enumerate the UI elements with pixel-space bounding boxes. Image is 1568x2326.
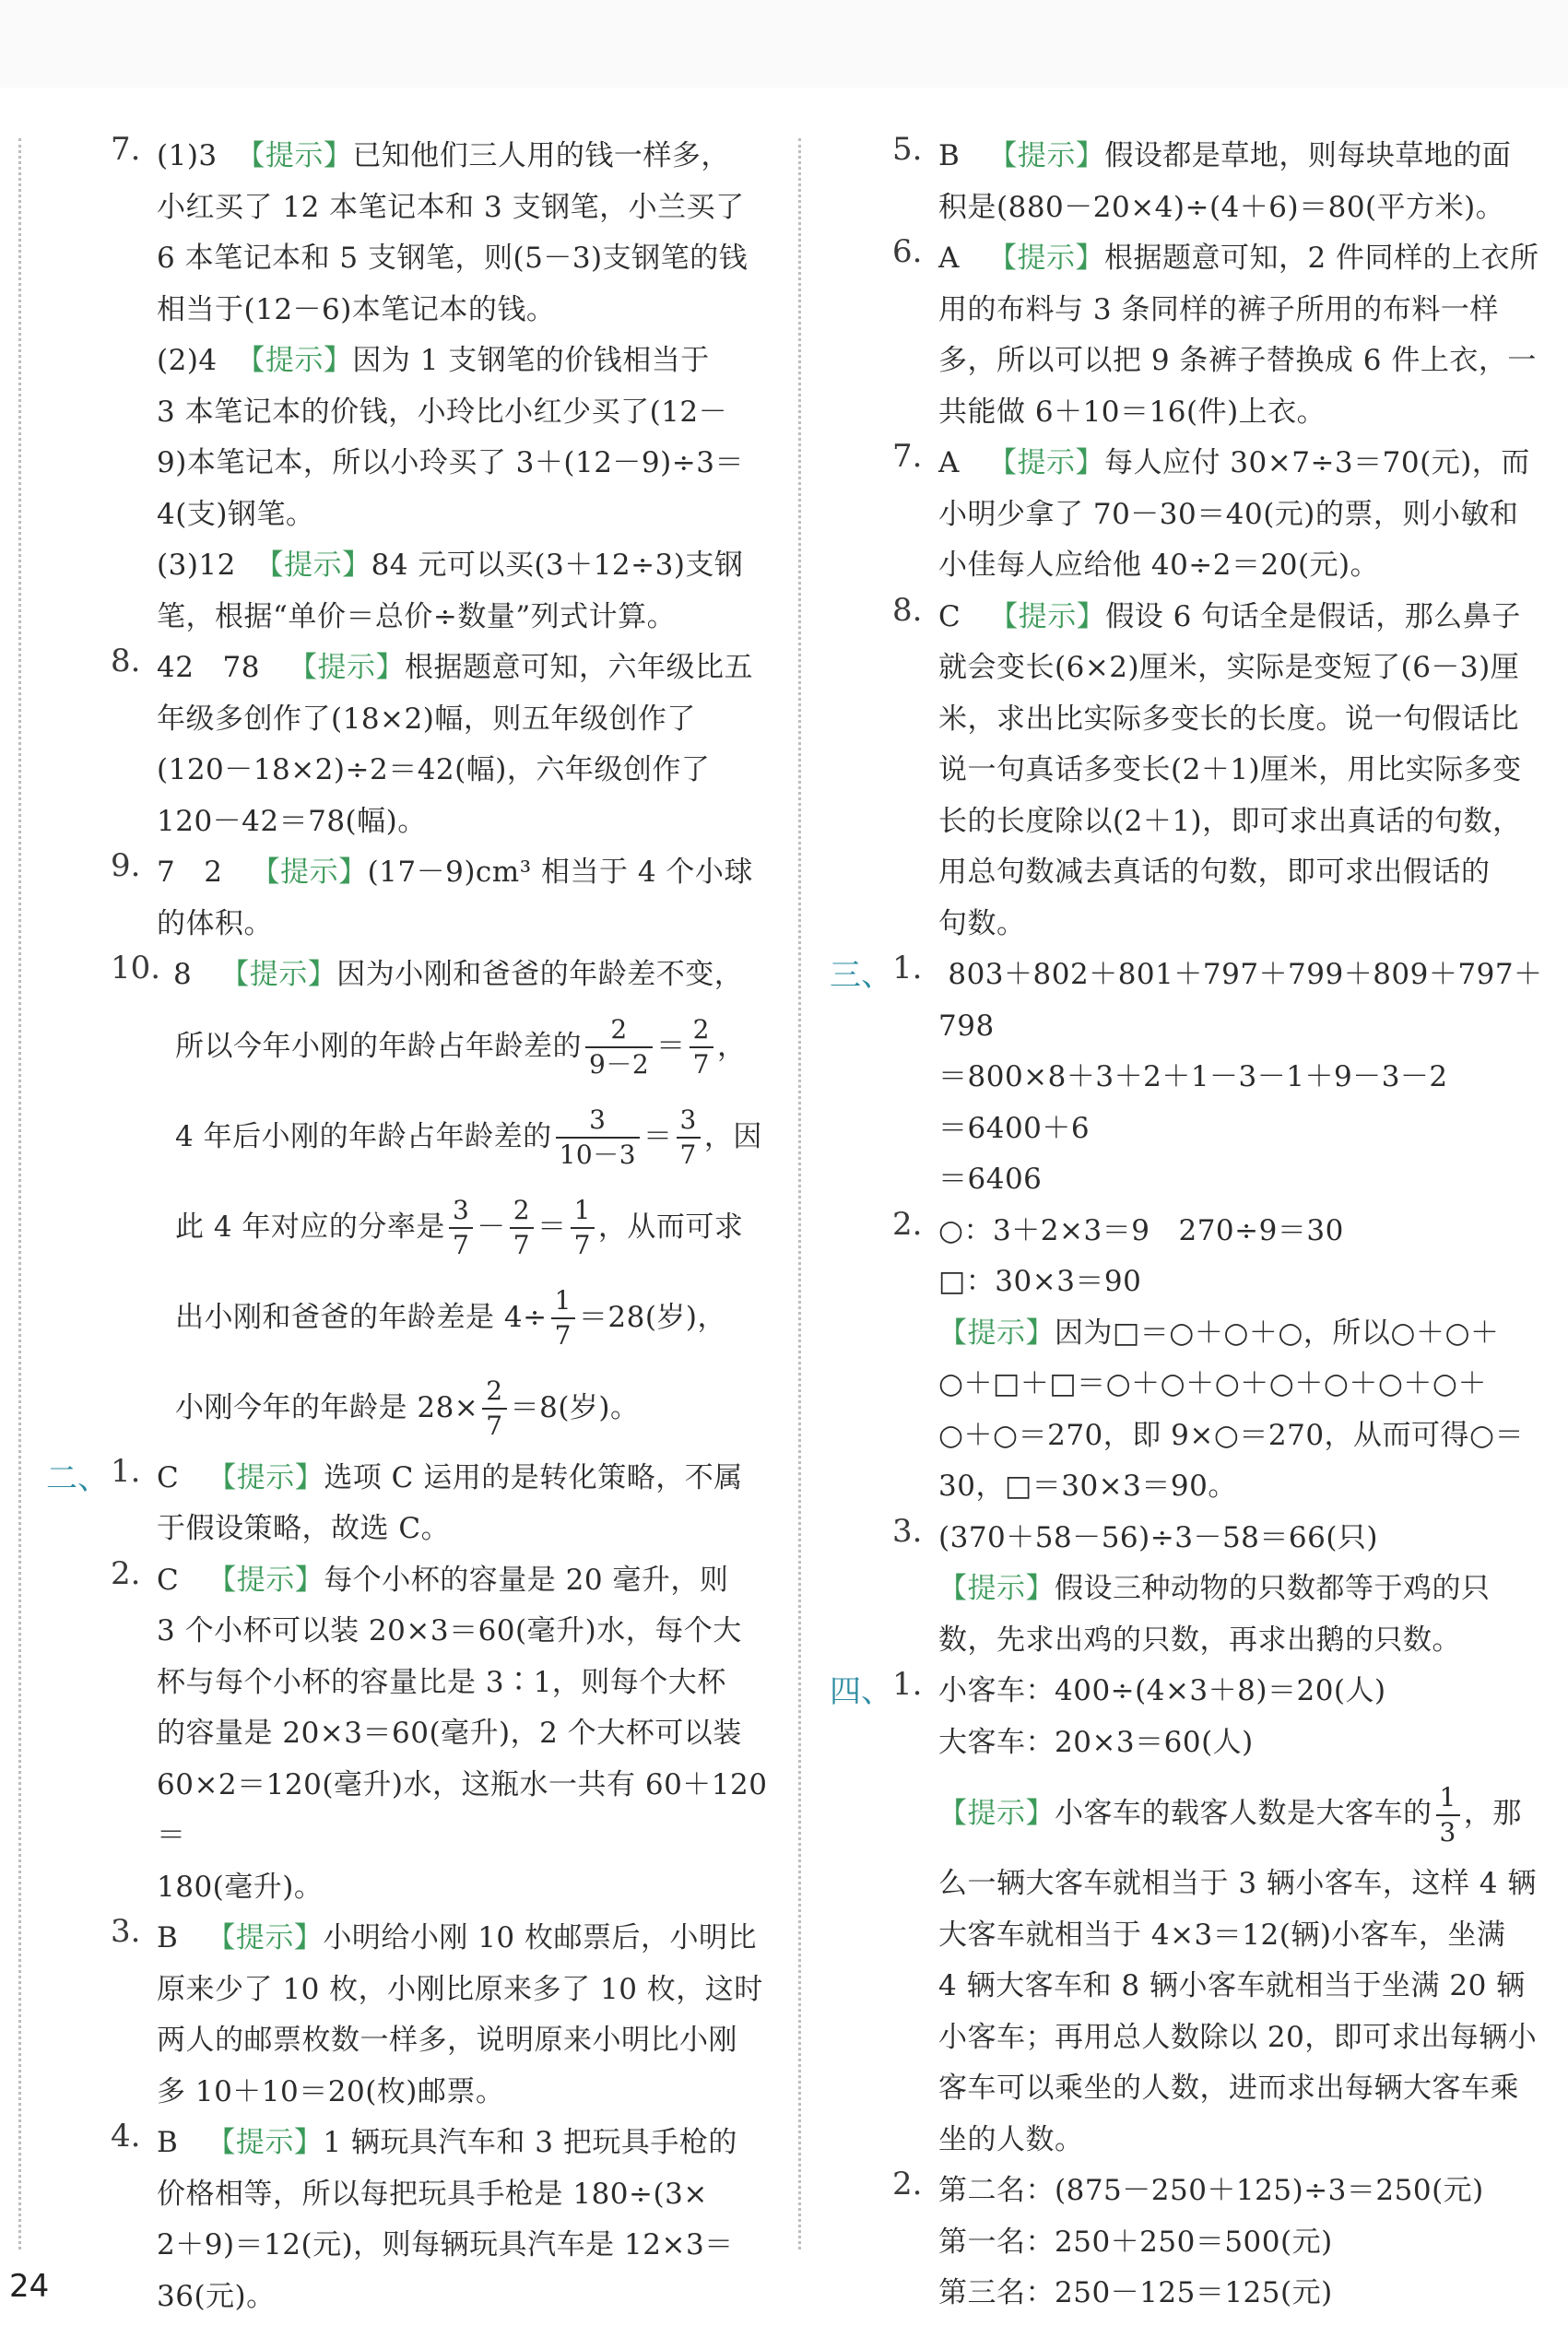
text-line — [820, 1961, 1549, 2013]
line-segment: ○：3＋2×3＝9 270÷9＝30 — [938, 1213, 1344, 1247]
line-segment: 小红买了 12 本笔记本和 3 支钢笔，小兰买了 — [157, 190, 745, 224]
hint-label: 【提示】 — [987, 242, 1104, 275]
line-segment: 小佳每人应给他 40÷2＝20(元)。 — [938, 549, 1380, 582]
text-line — [37, 2169, 774, 2221]
hint-label: 【提示】 — [236, 139, 353, 172]
text-line — [820, 643, 1549, 694]
text-line — [820, 2217, 1549, 2269]
line-segment: C — [938, 599, 990, 633]
text-line — [820, 2166, 1549, 2217]
text-line — [820, 899, 1549, 950]
q10-line-3 — [37, 1092, 774, 1182]
line-segment: 180(毫升)。 — [157, 1870, 324, 1904]
question-number: 1. — [892, 1666, 923, 1703]
text-line — [820, 694, 1549, 746]
text-line — [820, 1359, 1549, 1411]
text-line — [820, 233, 1549, 285]
line-segment: C — [157, 1460, 208, 1494]
hint-text: ，那 — [1463, 1797, 1522, 1830]
line-segment: 坐的人数。 — [938, 2122, 1084, 2156]
hint-label: 【提示】 — [254, 549, 371, 582]
hint-label: 【提示】 — [938, 1797, 1055, 1830]
text-line — [820, 438, 1549, 490]
text-line — [37, 2220, 774, 2272]
text-line — [37, 2067, 774, 2119]
equals-sign: ＝ — [537, 1210, 567, 1244]
text-line — [37, 797, 774, 848]
text-line — [37, 745, 774, 797]
equals-sign: ＝ — [643, 1119, 673, 1153]
line-segment: 么一辆大客车就相当于 3 辆小客车，这样 4 辆 — [938, 1867, 1537, 1900]
hint-label: 【提示】 — [251, 856, 368, 889]
hint-label: 【提示】 — [207, 1460, 324, 1494]
line-segment: 两人的邮票枚数一样多，说明原来小明比小刚 — [157, 2024, 737, 2057]
right-column — [820, 131, 1549, 2320]
hint-text: ＝28(岁)， — [578, 1300, 727, 1334]
column-divider — [798, 138, 801, 2249]
line-segment: (370＋58－56)÷3－58＝66(只) — [938, 1520, 1379, 1554]
section-four — [820, 1666, 1549, 2320]
hint-label: 【提示】 — [220, 958, 337, 991]
question-number: 3. — [111, 1913, 141, 1950]
q10-line-5 — [37, 1272, 774, 1363]
line-segment: 多 10＋10＝20(枚)邮票。 — [157, 2074, 505, 2108]
line-segment: 根据题意可知，2 件同样的上衣所 — [1103, 242, 1539, 275]
numerator: 2 — [585, 1017, 653, 1048]
text-line — [820, 387, 1549, 439]
denominator: 7 — [679, 1139, 697, 1170]
fraction — [1436, 1781, 1460, 1848]
hint-label: 【提示】 — [236, 344, 353, 377]
line-segment: 第一名：250＋250＝500(元) — [938, 2225, 1333, 2259]
line-segment: 小明少拿了 70－30＝40(元)的票，则小敏和 — [938, 497, 1519, 531]
hint-label: 【提示】 — [206, 1921, 324, 1954]
s3-q3 — [820, 1513, 1549, 1667]
text-line — [37, 592, 774, 643]
line-segment: 的容量是 20×3＝60(毫升)，2 个大杯可以装 — [157, 1717, 742, 1750]
question-number: 1. — [111, 1452, 141, 1490]
numerator: 1 — [571, 1198, 595, 1229]
text-line — [820, 183, 1549, 234]
fraction — [482, 1378, 506, 1439]
line-segment: B — [157, 2126, 207, 2159]
text-line — [820, 336, 1549, 387]
line-segment: A — [938, 446, 988, 479]
fraction — [449, 1195, 473, 1260]
text-line — [37, 2118, 774, 2169]
hint-label: 【提示】 — [206, 2126, 324, 2159]
text-line — [820, 1257, 1549, 1308]
text-line — [820, 1666, 1549, 1718]
right-q8 — [820, 592, 1549, 950]
text-line — [37, 1606, 774, 1658]
line-segment: 9)本笔记本，所以小玲买了 3＋(12－9)÷3＝ — [157, 446, 744, 479]
numerator: 3 — [556, 1107, 640, 1139]
line-segment: (1)3 — [157, 139, 237, 172]
line-segment: 小明给小刚 10 枚邮票后，小明比 — [323, 1921, 757, 1954]
left-column — [37, 131, 774, 2322]
text-line — [820, 1461, 1549, 1513]
text-line — [820, 847, 1549, 899]
text-line — [37, 131, 774, 183]
line-segment: ○＋□＋□＝○＋○＋○＋○＋○＋○＋○＋ — [938, 1367, 1487, 1400]
line-segment: 因为□＝○＋○＋○，所以○＋○＋ — [1055, 1316, 1500, 1350]
s3-q1 — [820, 950, 1549, 1206]
line-segment: (3)12 — [157, 549, 255, 582]
line-segment: 多，所以可以把 9 条裤子替换成 6 件上衣，一 — [938, 344, 1537, 377]
left-q8 — [37, 643, 774, 847]
text-line — [37, 694, 774, 746]
fraction — [551, 1285, 575, 1351]
line-segment: ＝6406 — [938, 1163, 1043, 1196]
text-line — [820, 1104, 1549, 1155]
question-number: 2. — [111, 1554, 141, 1592]
fraction — [677, 1104, 701, 1170]
left-q10 — [37, 950, 774, 1453]
line-segment: 用总句数减去真话的句数，即可求出假话的 — [938, 856, 1491, 889]
numerator: 2 — [482, 1378, 506, 1410]
numerator: 2 — [690, 1017, 713, 1048]
s2-q3 — [37, 1913, 774, 2118]
text-line — [820, 1910, 1549, 1962]
line-segment: 第三名：250－125＝125(元) — [938, 2276, 1333, 2309]
text-line — [820, 2115, 1549, 2167]
numerator: 1 — [551, 1288, 575, 1319]
fraction — [556, 1104, 640, 1170]
text-line — [37, 336, 774, 387]
answer-text: 8 — [173, 958, 221, 991]
line-segment: 30，□＝30×3＝90。 — [938, 1470, 1237, 1503]
hint-label: 【提示】 — [989, 599, 1106, 633]
line-segment: 803＋802＋801＋797＋799＋809＋797＋798 — [938, 958, 1543, 1043]
text-line — [37, 1708, 774, 1760]
q10-line-6 — [37, 1363, 774, 1453]
numerator: 1 — [1436, 1785, 1460, 1816]
punctuation: ， — [716, 1029, 747, 1063]
text-line — [820, 285, 1549, 337]
left-q7 — [37, 131, 774, 643]
text-line — [37, 387, 774, 439]
line-segment: 84 元可以买(3＋12÷3)支钢 — [371, 549, 744, 582]
text-line — [820, 592, 1549, 643]
denominator: 7 — [554, 1320, 572, 1351]
line-segment: 长的长度除以(2＋1)，即可求出真话的句数， — [938, 804, 1522, 838]
hint-text: ＝8(岁)。 — [510, 1390, 640, 1424]
section-label: 三、 — [830, 957, 892, 994]
question-number: 9. — [111, 847, 141, 884]
s2-q2 — [37, 1555, 774, 1914]
line-segment: 笔，根据“单价＝总价÷数量”列式计算。 — [157, 599, 677, 633]
numerator: 3 — [449, 1198, 473, 1229]
line-segment: 假设都是草地，则每块草地的面 — [1104, 139, 1512, 172]
q10-line-1 — [37, 950, 774, 1001]
text-line — [37, 233, 774, 285]
s4-q1-hint-line — [820, 1768, 1549, 1859]
text-line — [37, 2015, 774, 2067]
question-number: 7. — [111, 131, 141, 168]
denominator: 9－2 — [589, 1049, 650, 1080]
line-segment: 选项 C 运用的是转化策略，不属 — [324, 1460, 743, 1494]
text-line — [820, 1206, 1549, 1257]
text-line — [820, 131, 1549, 183]
text-line — [37, 490, 774, 541]
hint-text: 因为小刚和爸爸的年龄差不变， — [336, 958, 744, 991]
line-segment: 1 辆玩具汽车和 3 把玩具手枪的 — [323, 2126, 737, 2159]
question-number: 2. — [892, 2166, 923, 2202]
line-segment: 假设 6 句话全是假话，那么鼻子 — [1105, 599, 1521, 633]
right-q7 — [820, 438, 1549, 592]
line-segment: 的体积。 — [157, 906, 273, 940]
section-label: 四、 — [830, 1673, 892, 1710]
text-line — [37, 540, 774, 592]
text-line — [37, 183, 774, 234]
line-segment: 大客车：20×3＝60(人) — [938, 1725, 1254, 1759]
line-segment: 60×2＝120(毫升)水，这瓶水一共有 60＋120＝ — [157, 1767, 768, 1852]
question-number: 1. — [892, 950, 923, 986]
question-number: 3. — [892, 1512, 923, 1550]
denominator: 3 — [1439, 1816, 1456, 1848]
section-three — [820, 950, 1549, 1666]
line-segment: 年级多创作了(18×2)幅，则五年级创作了 — [157, 702, 696, 736]
line-segment: 120－42＝78(幅)。 — [157, 804, 427, 838]
line-segment: (2)4 — [157, 344, 237, 377]
text-line — [820, 1718, 1549, 1769]
right-q5 — [820, 131, 1549, 233]
text-line — [37, 1913, 774, 1965]
line-segment: 大客车就相当于 4×3＝12(辆)小客车，坐满 — [938, 1918, 1506, 1952]
hint-text: 小刚今年的年龄是 28× — [175, 1390, 479, 1424]
line-segment: □：30×3＝90 — [938, 1265, 1142, 1298]
line-segment: 3 本笔记本的价钱，小玲比小红少买了(12－ — [157, 395, 728, 429]
question-number: 6. — [892, 233, 923, 270]
q10-line-2 — [37, 1001, 774, 1092]
line-segment: 积是(880－20×4)÷(4＋6)＝80(平方米)。 — [938, 190, 1505, 224]
line-segment: 根据题意可知，六年级比五 — [405, 651, 754, 684]
margin-divider — [18, 138, 21, 2249]
line-segment: 共能做 6＋10＝16(件)上衣。 — [938, 395, 1326, 429]
line-segment: ＝800×8＋3＋2＋1－3－1＋9－3－2 — [938, 1060, 1448, 1093]
text-line — [37, 1453, 774, 1505]
hint-text: 小客车的载客人数是大客车的 — [1055, 1797, 1432, 1830]
line-segment: 36(元)。 — [157, 2279, 276, 2313]
text-line — [820, 1154, 1549, 1206]
line-segment: B — [938, 139, 989, 172]
fraction — [571, 1195, 595, 1260]
line-segment: 42 78 — [157, 651, 289, 684]
line-segment: 每人应付 30×7÷3＝70(元)，而 — [1103, 446, 1530, 479]
denominator: 7 — [452, 1230, 470, 1260]
question-number: 7. — [892, 438, 923, 475]
numerator: 2 — [510, 1198, 534, 1229]
hint-label: 【提示】 — [938, 1572, 1055, 1605]
line-segment: 已知他们三人用的钱一样多， — [352, 139, 730, 172]
line-segment: A — [938, 242, 988, 275]
denominator: 7 — [486, 1411, 503, 1441]
text-line — [37, 847, 774, 899]
line-segment: 说一句真话多变长(2＋1)厘米，用比实际多变 — [938, 753, 1522, 786]
line-segment: 6 本笔记本和 5 支钢笔，则(5－3)支钢笔的钱 — [157, 242, 749, 275]
hint-text: ，因 — [703, 1119, 762, 1153]
line-segment: 4 辆大客车和 8 辆小客车就相当于坐满 20 辆 — [938, 1969, 1526, 2002]
text-line — [820, 1308, 1549, 1360]
question-number: 2. — [892, 1205, 923, 1243]
text-line — [37, 1658, 774, 1709]
denominator: 7 — [513, 1230, 531, 1260]
text-line — [820, 2268, 1549, 2320]
line-segment: 客车可以乘坐的人数，进而求出每辆大客车乘 — [938, 2072, 1519, 2105]
line-segment: 4(支)钢笔。 — [157, 497, 315, 531]
s2-q4 — [37, 2118, 774, 2322]
top-band — [0, 0, 1568, 88]
section-two — [37, 1453, 774, 2323]
line-segment: 假设三种动物的只数都等于鸡的只 — [1055, 1572, 1491, 1605]
s3-q2 — [820, 1206, 1549, 1513]
line-segment: 相当于(12－6)本笔记本的钱。 — [157, 292, 556, 326]
hint-text: 4 年后小刚的年龄占年龄差的 — [175, 1119, 552, 1153]
line-segment: 就会变长(6×2)厘米，实际是变短了(6－3)厘 — [938, 651, 1520, 684]
line-segment: 小客车；再用总人数除以 20，即可求出每辆小 — [938, 2020, 1538, 2054]
fraction — [690, 1014, 713, 1080]
q10-line-4 — [37, 1182, 774, 1272]
line-segment: 数，先求出鸡的只数，再求出鹅的只数。 — [938, 1623, 1461, 1657]
s4-q1 — [820, 1666, 1549, 2166]
text-line — [37, 899, 774, 950]
text-line — [37, 438, 774, 490]
text-line — [820, 540, 1549, 592]
text-line — [820, 950, 1549, 1052]
question-number: 5. — [892, 131, 923, 168]
line-segment: 2＋9)＝12(元)，则每辆玩具汽车是 12×3＝ — [157, 2228, 734, 2261]
page-number: 24 — [9, 2268, 50, 2305]
text-line — [37, 1504, 774, 1555]
question-number: 4. — [111, 2118, 141, 2155]
line-segment: 杯与每个小杯的容量比是 3∶1，则每个大杯 — [157, 1665, 726, 1699]
text-line — [820, 490, 1549, 541]
hint-label: 【提示】 — [289, 651, 406, 684]
text-line — [820, 1052, 1549, 1104]
hint-text: 此 4 年对应的分率是 — [175, 1210, 445, 1244]
hint-label: 【提示】 — [207, 1563, 324, 1597]
text-line — [820, 797, 1549, 848]
line-segment: 第二名：(875－250＋125)÷3＝250(元) — [938, 2174, 1484, 2207]
section-label: 二、 — [46, 1459, 109, 1497]
denominator: 7 — [573, 1230, 591, 1260]
equals-sign: ＝ — [656, 1029, 686, 1063]
text-line — [820, 1411, 1549, 1462]
minus-sign: － — [477, 1210, 506, 1244]
question-number: 10. — [111, 950, 161, 986]
line-segment: 于假设策略，故选 C。 — [157, 1512, 451, 1545]
right-q6 — [820, 233, 1549, 438]
hint-text: ，从而可求 — [597, 1210, 744, 1244]
denominator: 10－3 — [559, 1139, 637, 1170]
text-line — [37, 1965, 774, 2016]
hint-label: 【提示】 — [938, 1316, 1055, 1350]
question-number: 8. — [892, 591, 923, 629]
line-segment: 句数。 — [938, 906, 1026, 940]
hint-text: 出小刚和爸爸的年龄差是 4÷ — [175, 1300, 548, 1334]
question-number: 8. — [111, 643, 141, 679]
fraction — [510, 1195, 534, 1260]
denominator: 7 — [692, 1049, 710, 1080]
line-segment: ○＋○＝270，即 9×○＝270，从而可得○＝ — [938, 1418, 1525, 1452]
text-line — [820, 2013, 1549, 2064]
line-segment: B — [157, 1921, 207, 1954]
hint-label: 【提示】 — [987, 446, 1104, 479]
line-segment: (120－18×2)÷2＝42(幅)，六年级创作了 — [157, 753, 711, 786]
line-segment: 价格相等，所以每把玩具手枪是 180÷(3× — [157, 2177, 708, 2211]
line-segment: C — [157, 1563, 208, 1597]
text-line — [820, 1564, 1549, 1615]
line-segment: 3 个小杯可以装 20×3＝60(毫升)水，每个大 — [157, 1614, 742, 1647]
text-line — [820, 1859, 1549, 1910]
s2-q1 — [37, 1453, 774, 1555]
line-segment: 原来少了 10 枚，小刚比原来多了 10 枚，这时 — [157, 1972, 763, 2006]
text-line — [37, 1555, 774, 1607]
numerator: 3 — [677, 1107, 701, 1139]
text-line — [37, 1862, 774, 1914]
hint-label: 【提示】 — [988, 139, 1105, 172]
text-line — [37, 643, 774, 694]
fraction — [585, 1014, 653, 1080]
text-line — [820, 2063, 1549, 2115]
line-segment: 小客车：400÷(4×3＋8)＝20(人) — [938, 1674, 1386, 1707]
line-segment: 7 2 — [157, 856, 252, 889]
s4-q2 — [820, 2166, 1549, 2320]
line-segment: 因为 1 支钢笔的价钱相当于 — [352, 344, 710, 377]
line-segment: (17－9)cm³ 相当于 4 个小球 — [367, 856, 753, 889]
text-line — [37, 285, 774, 337]
text-line — [820, 1615, 1549, 1667]
hint-text: 所以今年小刚的年龄占年龄差的 — [175, 1029, 582, 1063]
text-line — [820, 1513, 1549, 1564]
text-line — [37, 1760, 774, 1862]
text-line — [37, 2272, 774, 2323]
line-segment: 米，求出比实际多变长的长度。说一句假话比 — [938, 702, 1519, 736]
left-q9 — [37, 847, 774, 950]
line-segment: ＝6400＋6 — [938, 1111, 1091, 1145]
line-segment: 每个小杯的容量是 20 毫升，则 — [324, 1563, 729, 1597]
line-segment: 用的布料与 3 条同样的裤子所用的布料一样 — [938, 292, 1499, 326]
text-line — [820, 745, 1549, 797]
